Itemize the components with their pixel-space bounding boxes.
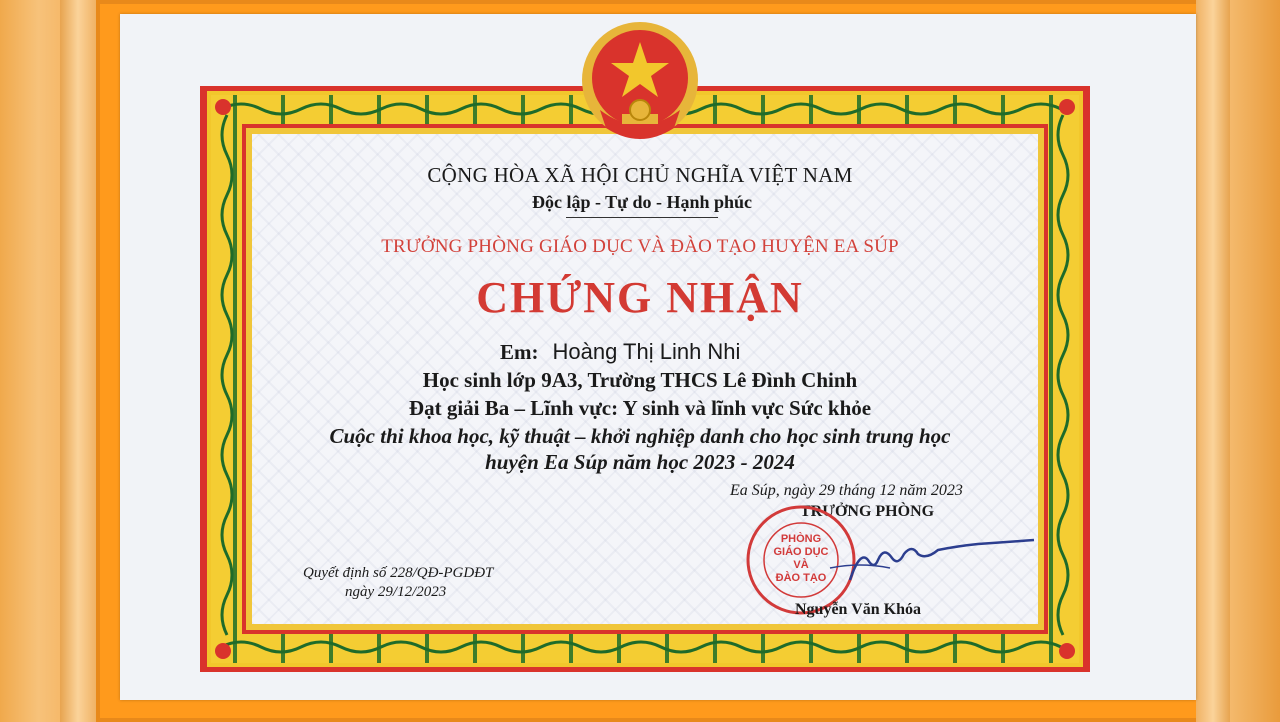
stamp-line: GIÁO DỤC xyxy=(773,546,829,558)
contest-line-2: huyện Ea Súp năm học 2023 - 2024 xyxy=(485,450,795,474)
handwritten-signature xyxy=(810,528,1040,598)
decision-number: Quyết định số 228/QĐ-PGDĐT xyxy=(303,565,494,581)
stamp-line: VÀ xyxy=(793,559,809,571)
place-date: Ea Súp, ngày 29 tháng 12 năm 2023 xyxy=(730,482,963,499)
award-line: Đạt giải Ba – Lĩnh vực: Y sinh và lĩnh vực Sức khỏe xyxy=(408,396,872,420)
signer-title: TRƯỞNG PHÒNG xyxy=(800,503,935,520)
issuer-title: TRƯỞNG PHÒNG GIÁO DỤC VÀ ĐÀO TẠO HUYỆN EA SÚP xyxy=(381,236,899,257)
frame-left-edge xyxy=(60,0,96,722)
stamp-line: PHÒNG xyxy=(780,533,822,545)
contest-line-1: Cuộc thi khoa học, kỹ thuật – khởi nghiệp danh cho học sinh trung học xyxy=(329,424,951,448)
stamp-line: ĐÀO TẠO xyxy=(775,572,827,584)
recipient-row xyxy=(500,339,740,365)
recipient-label: Em: xyxy=(500,340,539,364)
motto-underline xyxy=(566,217,718,218)
recipient-class-school: Học sinh lớp 9A3, Trường THCS Lê Đình Chinh xyxy=(422,368,858,392)
recipient-name: Hoàng Thị Linh Nhi xyxy=(552,339,741,364)
decision-date: ngày 29/12/2023 xyxy=(345,584,447,600)
vietnam-national-emblem-icon xyxy=(570,18,710,158)
nation-name: CỘNG HÒA XÃ HỘI CHỦ NGHĨA VIỆT NAM xyxy=(427,163,853,187)
national-motto: Độc lập - Tự do - Hạnh phúc xyxy=(531,192,753,212)
frame-right-edge xyxy=(1196,0,1230,722)
certificate-title: CHỨNG NHẬN xyxy=(476,273,804,322)
signer-name: Nguyễn Văn Khóa xyxy=(795,601,921,618)
